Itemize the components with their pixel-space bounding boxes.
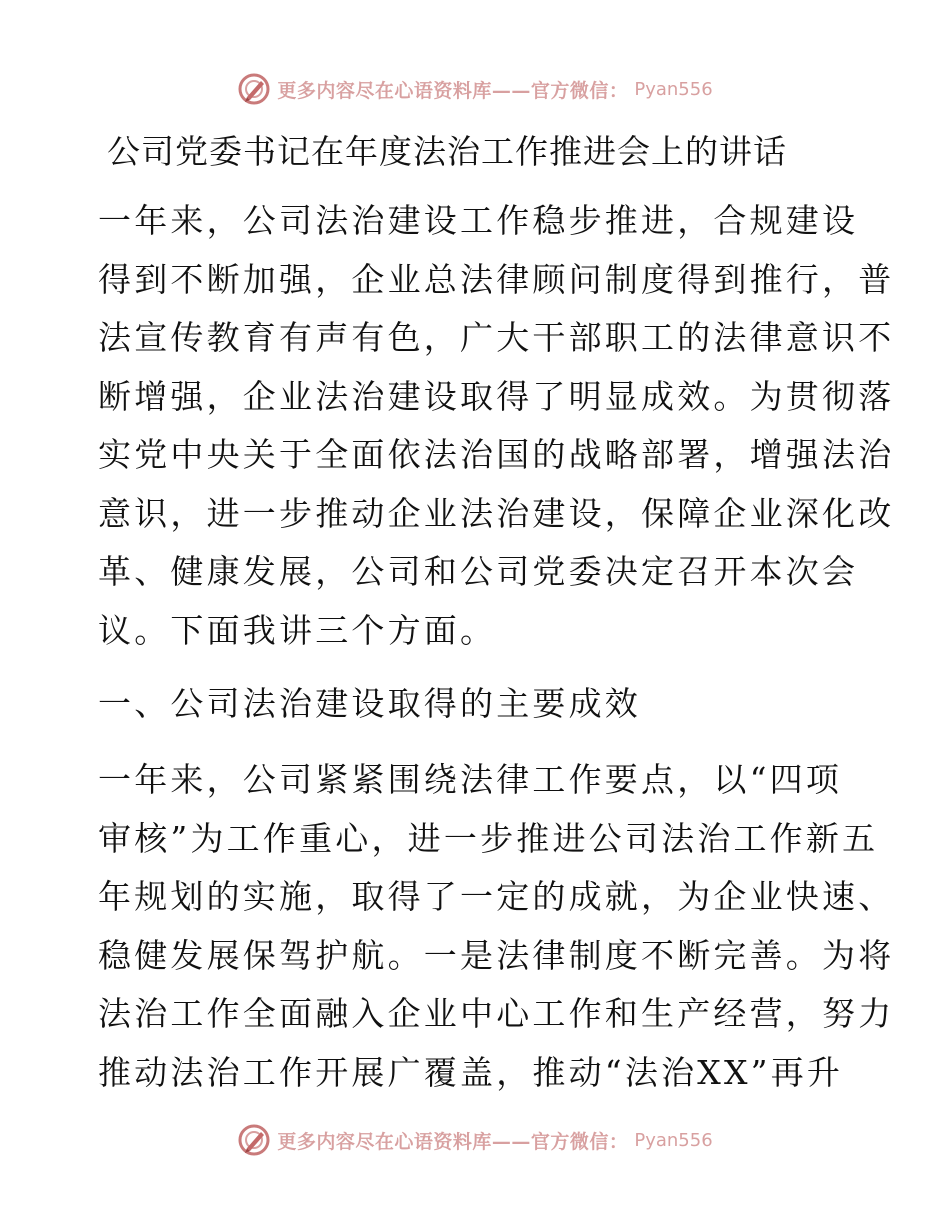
watermark-wechat-id: Pyan556	[634, 1129, 713, 1151]
text-line: 得到不断加强，企业总法律顾问制度得到推行，普	[98, 259, 895, 299]
text-line: 一年来，公司法治建设工作稳步推进，合规建设	[98, 201, 859, 240]
text-line: 议。下面我讲三个方面。	[98, 610, 497, 650]
document-title: 公司党委书记在年度法治工作推进会上的讲话	[107, 132, 787, 171]
text-line: 推动法治工作开展广覆盖，推动“法治XX”再升	[98, 1052, 844, 1092]
text-line: 年规划的实施，取得了一定的成就，为企业快速、	[98, 877, 895, 916]
text-line: 革、健康发展，公司和公司党委决定召开本次会	[98, 552, 859, 591]
paragraph-section-one	[98, 751, 895, 1102]
watermark-wechat-id: Pyan556	[634, 78, 713, 100]
footer-watermark	[0, 1123, 950, 1157]
watermark-text: 更多内容尽在心语资料库——官方微信：	[277, 1130, 629, 1153]
text-line: 实党中央关于全面依法治国的战略部署，增强法治	[98, 435, 895, 474]
text-line: 审核”为工作重心，进一步推进公司法治工作新五	[98, 818, 879, 858]
pen-logo-icon	[237, 72, 271, 106]
text-line: 稳健发展保驾护航。一是法律制度不断完善。为将	[98, 935, 895, 975]
pen-logo-icon	[237, 1123, 271, 1157]
text-line: 法治工作全面融入企业中心工作和生产经营，努力	[98, 994, 895, 1033]
section-heading: 一、公司法治建设取得的主要成效	[98, 684, 641, 723]
text-line: 意识，进一步推动企业法治建设，保障企业深化改	[98, 493, 895, 533]
watermark-text: 更多内容尽在心语资料库——官方微信：	[277, 79, 629, 102]
header-watermark	[0, 72, 950, 106]
paragraph-intro	[98, 192, 895, 660]
text-line: 法宣传教育有声有色，广大干部职工的法律意识不	[98, 318, 895, 357]
text-line: 断增强，企业法治建设取得了明显成效。为贯彻落	[98, 376, 895, 416]
text-line: 一年来，公司紧紧围绕法律工作要点，以“四项	[98, 760, 843, 799]
